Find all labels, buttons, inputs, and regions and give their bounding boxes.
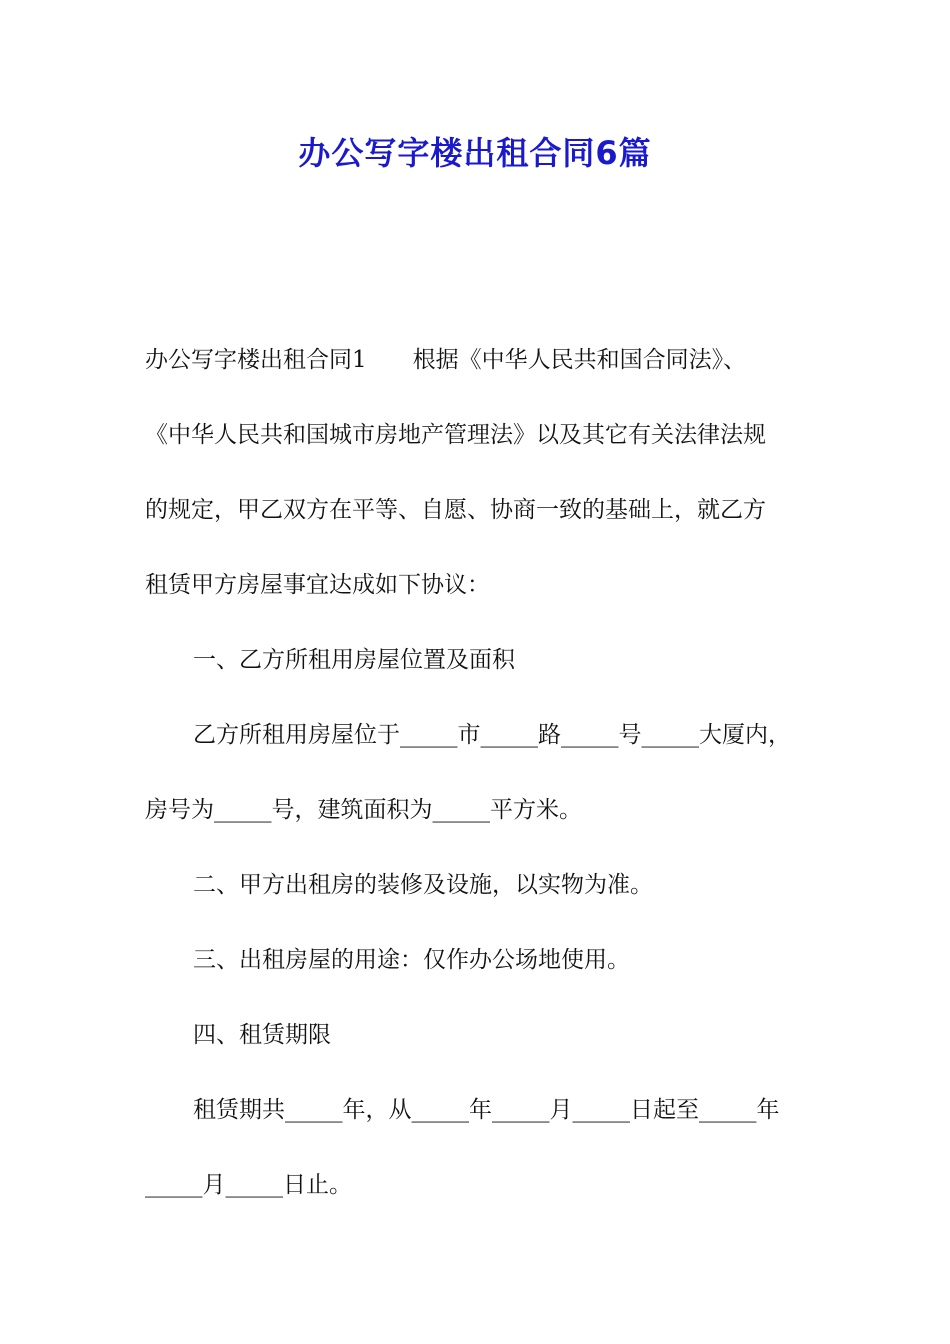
section-heading: 二、甲方出租房的装修及设施，以实物为准。 <box>193 872 653 898</box>
paragraph-line: 租赁甲方房屋事宜达成如下协议： <box>145 572 490 598</box>
paragraph-line: 办公写字楼出租合同1 根据《中华人民共和国合同法》、 <box>145 347 747 373</box>
section-heading: 四、租赁期限 <box>193 1022 331 1048</box>
paragraph-line: 乙方所租用房屋位于_____市_____路_____号_____大厦内， <box>193 722 791 748</box>
paragraph-line: 《中华人民共和国城市房地产管理法》以及其它有关法律法规 <box>145 422 766 448</box>
document-title: 办公写字楼出租合同6篇 <box>298 134 652 172</box>
section-heading: 一、乙方所租用房屋位置及面积 <box>193 647 515 673</box>
section-heading: 三、出租房屋的用途：仅作办公场地使用。 <box>193 947 630 973</box>
paragraph-line: 租赁期共_____年，从_____年_____月_____日起至_____年 <box>193 1097 780 1123</box>
paragraph-line: _____月_____日止。 <box>145 1172 352 1198</box>
paragraph-line: 房号为_____号，建筑面积为_____平方米。 <box>145 797 582 823</box>
paragraph-line: 的规定，甲乙双方在平等、自愿、协商一致的基础上，就乙方 <box>145 497 766 523</box>
